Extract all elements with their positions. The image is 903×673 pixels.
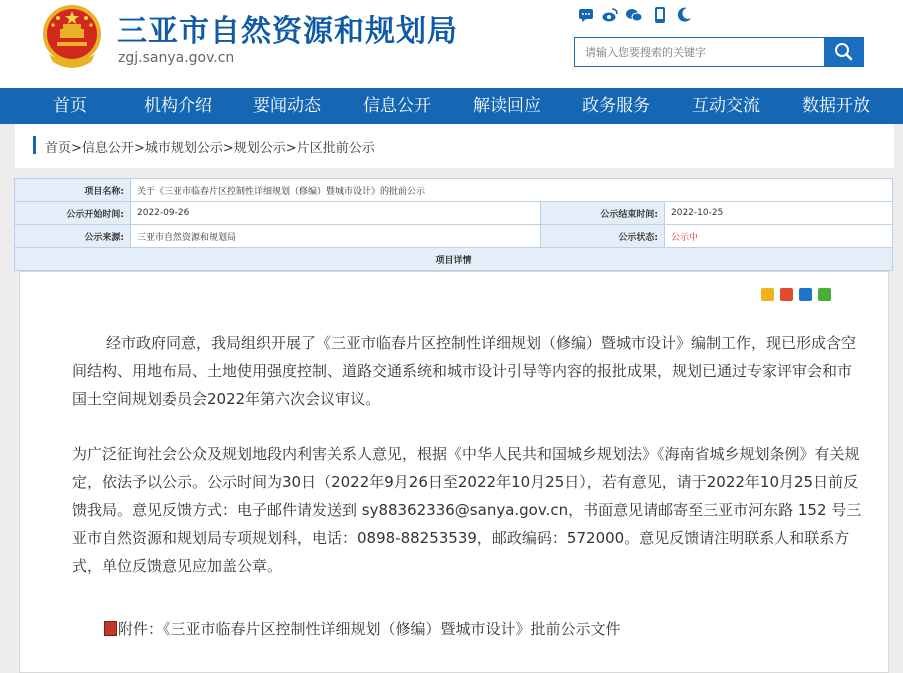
project-name-label: 项目名称: bbox=[15, 179, 131, 202]
search-input[interactable] bbox=[574, 37, 835, 67]
attachment-link[interactable] bbox=[104, 618, 621, 639]
breadcrumb-separator: > bbox=[285, 141, 297, 156]
renren-share-icon[interactable] bbox=[799, 288, 812, 301]
nav-item-information[interactable]: 信息公开 bbox=[363, 96, 431, 116]
source-value: 三亚市自然资源和规划局 bbox=[131, 225, 541, 248]
site-domain: zgj.sanya.gov.cn bbox=[118, 50, 235, 66]
nav-item-interpretation[interactable]: 解读回应 bbox=[473, 96, 541, 116]
nav-item-interaction[interactable]: 互动交流 bbox=[692, 96, 760, 116]
wechat-icon[interactable] bbox=[625, 6, 643, 24]
breadcrumb-item-home[interactable]: 首页 bbox=[45, 141, 72, 156]
attachment-label[interactable]: 附件：《三亚市临春片区控制性详细规划（修编）暨城市设计》批前公示文件 bbox=[118, 620, 621, 638]
site-header bbox=[0, 0, 903, 88]
breadcrumb-path bbox=[45, 137, 375, 156]
end-date-label: 公示结束时间: bbox=[541, 202, 665, 225]
paragraph-intro: 经市政府同意，我局组织开展了《三亚市临春片区控制性详细规划（修编）暨城市设计》编制工作，现已形成含空间结构、用地布局、土地使用强度控制、道路交通系统和城市设计引导等内容的报批成果，规划已通过专家评审会和市国土空间规划委员会2022年第六次会议审议。 bbox=[72, 334, 857, 408]
table-row bbox=[15, 248, 893, 271]
nav-item-organization[interactable]: 机构介绍 bbox=[144, 96, 212, 116]
main-nav bbox=[0, 88, 903, 124]
source-label: 公示来源: bbox=[15, 225, 131, 248]
project-name-value: 关于《三亚市临春片区控制性详细规划（修编）暨城市设计》的批前公示 bbox=[131, 179, 893, 202]
breadcrumb-separator: > bbox=[133, 141, 145, 156]
status-badge: 公示中 bbox=[665, 225, 893, 248]
breadcrumb-item-planning[interactable]: 规划公示 bbox=[233, 141, 286, 156]
nav-item-data[interactable]: 数据开放 bbox=[802, 96, 870, 116]
message-icon[interactable] bbox=[577, 6, 595, 24]
start-date-value: 2022-09-26 bbox=[131, 202, 541, 225]
mobile-icon[interactable] bbox=[651, 6, 669, 24]
table-row bbox=[15, 202, 893, 225]
end-date-value: 2022-10-25 bbox=[665, 202, 893, 225]
weibo-icon[interactable] bbox=[601, 6, 619, 24]
nav-item-news[interactable]: 要闻动态 bbox=[253, 96, 321, 116]
wechat-share-icon[interactable] bbox=[818, 288, 831, 301]
table-row bbox=[15, 179, 893, 202]
pdf-icon bbox=[104, 621, 117, 636]
breadcrumb-separator: > bbox=[222, 141, 234, 156]
national-emblem-icon bbox=[41, 4, 103, 68]
article-content bbox=[19, 271, 889, 673]
search-box bbox=[574, 37, 864, 67]
accessibility-icon[interactable] bbox=[675, 6, 693, 24]
breadcrumb bbox=[15, 124, 894, 168]
breadcrumb-separator: > bbox=[71, 141, 82, 156]
paragraph-feedback: 为广泛征询社会公众及规划地段内利害关系人意见，根据《中华人民共和国城乡规划法》《海南省城乡规划条例》有关规定，依法予以公示。公示时间为30日（2022年9月26日至2022年10月25日），若有意见，请于2022年10月25日前反馈我局。意见反馈方式：电子邮件请发送到 sy88362336@sanya.gov.cn，书面意见请邮寄至三亚市河东路 152 号三亚市自然资源和规划局专项规划科，电话：0898-88253539，邮政编码：572000。意见反馈请注明联系人和联系方式，单位反馈意见应加盖公章。 bbox=[72, 445, 862, 575]
nav-item-services[interactable]: 政务服务 bbox=[582, 96, 650, 116]
breadcrumb-item-current[interactable]: 片区批前公示 bbox=[296, 141, 375, 156]
search-button[interactable] bbox=[824, 37, 864, 67]
nav-item-home[interactable]: 首页 bbox=[53, 96, 87, 116]
breadcrumb-item-city-planning[interactable]: 城市规划公示 bbox=[144, 141, 223, 156]
search-icon bbox=[824, 37, 864, 67]
details-header: 项目详情 bbox=[15, 248, 893, 271]
qzone-share-icon[interactable] bbox=[761, 288, 774, 301]
table-row bbox=[15, 225, 893, 248]
breadcrumb-item-info[interactable]: 信息公开 bbox=[81, 141, 134, 156]
start-date-label: 公示开始时间: bbox=[15, 202, 131, 225]
project-info-table bbox=[14, 178, 893, 271]
status-label: 公示状态: bbox=[541, 225, 665, 248]
breadcrumb-marker bbox=[33, 136, 36, 154]
weibo-share-icon[interactable] bbox=[780, 288, 793, 301]
site-title[interactable]: 三亚市自然资源和规划局 bbox=[117, 14, 458, 49]
